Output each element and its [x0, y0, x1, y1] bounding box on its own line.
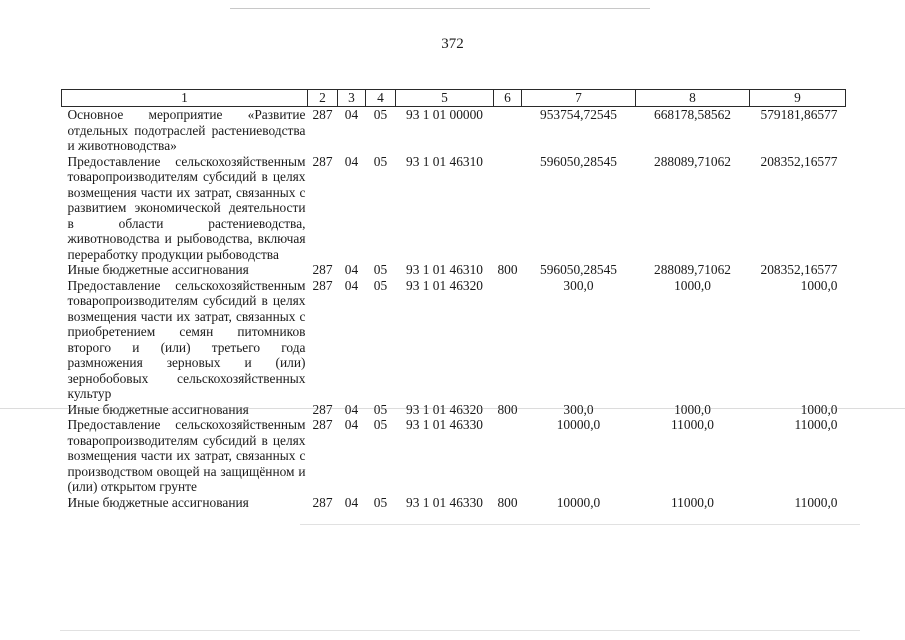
cell-c8: 11000,0	[670, 417, 715, 432]
cell-c8: 288089,71062	[654, 262, 731, 277]
table-row	[62, 154, 846, 263]
cell-c5: 93 1 01 46330	[406, 494, 483, 510]
cell-c9: 1000,0	[800, 277, 838, 293]
column-header: 2	[308, 90, 338, 107]
page-number: 372	[441, 36, 464, 52]
cell-c6	[494, 417, 522, 495]
cell-c7: 10000,0	[556, 494, 601, 510]
scan-artifact-line	[230, 8, 650, 9]
table-row	[62, 495, 846, 511]
cell-c5: 93 1 01 00000	[406, 107, 483, 122]
row-name: Предоставление сельскохозяйственным товаропроизводителям субсидий в целях возмещения части их затрат, связанных с приобретением семян питомников второго и (или) третьего года размножения зерновых и (или) зернобобовых сельскохозяйственных культур	[67, 277, 306, 401]
column-header: 8	[636, 90, 750, 107]
cell-c5: 93 1 01 46320	[406, 277, 483, 293]
column-header: 3	[338, 90, 366, 107]
column-header: 5	[396, 90, 494, 107]
cell-c9: 579181,86577	[760, 107, 838, 122]
cell-c5: 93 1 01 46310	[406, 262, 483, 277]
table-row	[62, 107, 846, 154]
row-name: Основное мероприятие «Развитие отдельных подотраслей растениеводства и животноводства»	[67, 107, 306, 153]
cell-c9: 208352,16577	[760, 153, 838, 169]
scan-artifact-line	[60, 630, 860, 631]
cell-c2: 287	[312, 277, 333, 293]
row-name: Иные бюджетные ассигнования	[67, 262, 249, 277]
cell-c4: 05	[373, 262, 388, 277]
cell-c4: 05	[373, 153, 388, 169]
cell-c7: 300,0	[563, 401, 594, 417]
cell-c9: 1000,0	[800, 401, 838, 417]
table-row	[62, 417, 846, 495]
cell-c6: 800	[497, 401, 518, 417]
cell-c8: 11000,0	[670, 494, 715, 510]
cell-c8: 1000,0	[674, 277, 711, 293]
row-name: Предоставление сельскохозяйственным товаропроизводителям субсидий в целях возмещения части их затрат, связанных с производством овощей на защищённом и (или) открытом грунте	[67, 417, 306, 494]
cell-c6	[494, 154, 522, 263]
cell-c6	[494, 107, 522, 154]
cell-c2: 287	[312, 153, 333, 169]
cell-c8: 668178,58562	[654, 107, 731, 122]
cell-c2: 287	[312, 494, 333, 510]
cell-c7: 300,0	[563, 277, 594, 293]
cell-c4: 05	[373, 277, 388, 293]
column-header: 4	[366, 90, 396, 107]
column-header: 1	[62, 90, 308, 107]
cell-c5: 93 1 01 46320	[406, 401, 483, 417]
row-name: Иные бюджетные ассигнования	[67, 494, 249, 510]
cell-c7: 10000,0	[556, 417, 601, 432]
cell-c4: 05	[373, 494, 388, 510]
cell-c9: 11000,0	[794, 417, 838, 432]
table-header-row	[62, 90, 846, 107]
scan-artifact-line	[300, 524, 860, 525]
cell-c7: 953754,72545	[540, 107, 617, 122]
table-row	[62, 262, 846, 278]
cell-c2: 287	[312, 107, 333, 122]
cell-c8: 1000,0	[674, 401, 711, 417]
cell-c4: 05	[373, 107, 388, 122]
cell-c7: 596050,28545	[540, 153, 617, 169]
cell-c3: 04	[344, 417, 359, 432]
cell-c9: 208352,16577	[760, 262, 838, 277]
cell-c6	[494, 278, 522, 402]
cell-c3: 04	[344, 494, 359, 510]
column-header: 9	[750, 90, 846, 107]
cell-c3: 04	[344, 277, 359, 293]
cell-c5: 93 1 01 46310	[406, 153, 483, 169]
cell-c2: 287	[312, 417, 333, 432]
column-header: 6	[494, 90, 522, 107]
cell-c8: 288089,71062	[654, 153, 731, 169]
cell-c9: 11000,0	[794, 494, 838, 510]
cell-c6: 800	[497, 494, 518, 510]
budget-table	[61, 89, 846, 510]
cell-c3: 04	[344, 262, 359, 277]
table-row	[62, 278, 846, 402]
cell-c2: 287	[312, 401, 333, 417]
row-name: Иные бюджетные ассигнования	[67, 401, 249, 417]
cell-c5: 93 1 01 46330	[406, 417, 483, 432]
cell-c3: 04	[344, 107, 359, 122]
column-header: 7	[522, 90, 636, 107]
row-name: Предоставление сельскохозяйственным товаропроизводителям субсидий в целях возмещения части их затрат, связанных с развитием экономической деятельности в области растениеводства, животноводства и рыбоводства, включая переработку продукции рыбоводства	[67, 153, 306, 262]
cell-c4: 05	[373, 401, 388, 417]
cell-c3: 04	[344, 153, 359, 169]
cell-c3: 04	[344, 401, 359, 417]
cell-c2: 287	[312, 262, 333, 277]
cell-c7: 596050,28545	[540, 262, 617, 277]
cell-c6: 800	[497, 262, 518, 277]
table-row	[62, 402, 846, 418]
scan-artifact-line	[0, 408, 905, 409]
cell-c4: 05	[373, 417, 388, 432]
